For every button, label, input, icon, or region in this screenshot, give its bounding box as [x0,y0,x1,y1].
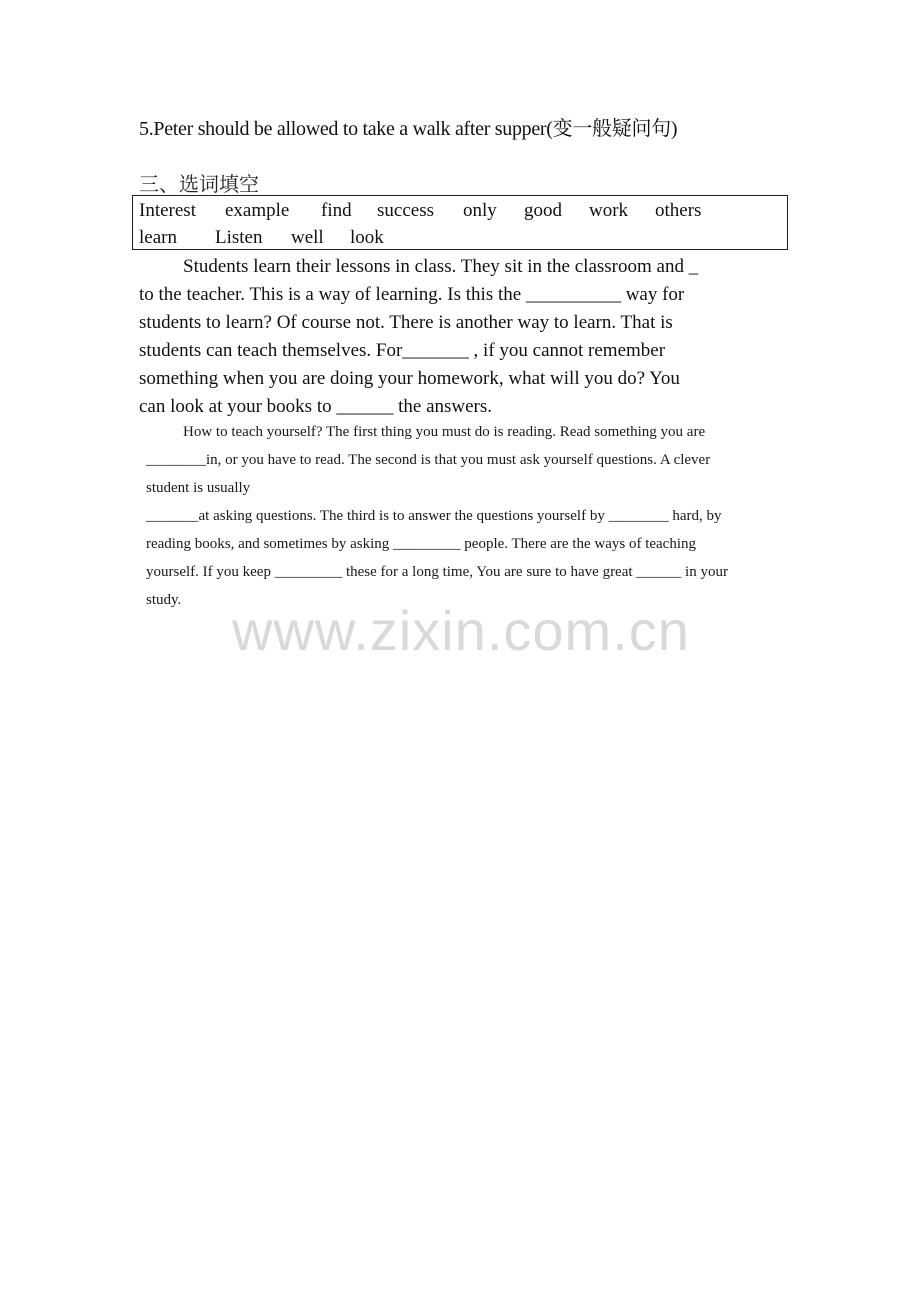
word-bank-item: Interest [139,200,196,221]
word-bank-item: learn [139,227,177,248]
word-bank-item: Listen [215,227,263,248]
passage-2-line: student is usually [146,480,251,496]
word-bank-item: work [589,200,629,221]
word-bank-item: others [655,200,702,221]
passage-2-line: _______at asking questions. The third is to answer the questions yourself by ________ hard, by [146,508,722,524]
watermark: www.zixin.com.cn [232,599,690,662]
question-5: 5.Peter should be allowed to take a walk after supper(变一般疑问句) [139,118,678,140]
passage-1-line: students can teach themselves. For_______ , if you cannot remember [139,340,666,361]
passage-2-line: How to teach yourself? The first thing you must do is reading. Read something you are [183,424,706,440]
passage-2-line: ________in, or you have to read. The second is that you must ask yourself questions. A clever [146,452,711,468]
word-bank-item: only [463,200,497,221]
passage-1-line: to the teacher. This is a way of learning. Is this the __________ way for [139,284,685,305]
word-bank-item: look [350,227,384,248]
word-bank-item: example [225,200,290,221]
passage-2-line: reading books, and sometimes by asking _________ people. There are the ways of teaching [146,536,696,552]
word-bank-item: well [291,227,324,248]
passage-2-line: yourself. If you keep _________ these for a long time, You are sure to have great ______ in your [146,564,728,580]
word-bank-item: success [377,200,434,221]
word-bank-item: find [321,200,352,221]
passage-1-line: Students learn their lessons in class. They sit in the classroom and _ [183,256,699,277]
word-bank-item: good [524,200,562,221]
passage-1-line: can look at your books to ______ the answers. [139,396,493,417]
word-bank-box [132,195,788,250]
passage-2-line: study. [146,592,182,608]
section-heading: 三、选词填空 [139,172,259,196]
passage-1-line: something when you are doing your homework, what will you do? You [139,368,680,389]
passage-1-line: students to learn? Of course not. There is another way to learn. That is [139,312,673,333]
